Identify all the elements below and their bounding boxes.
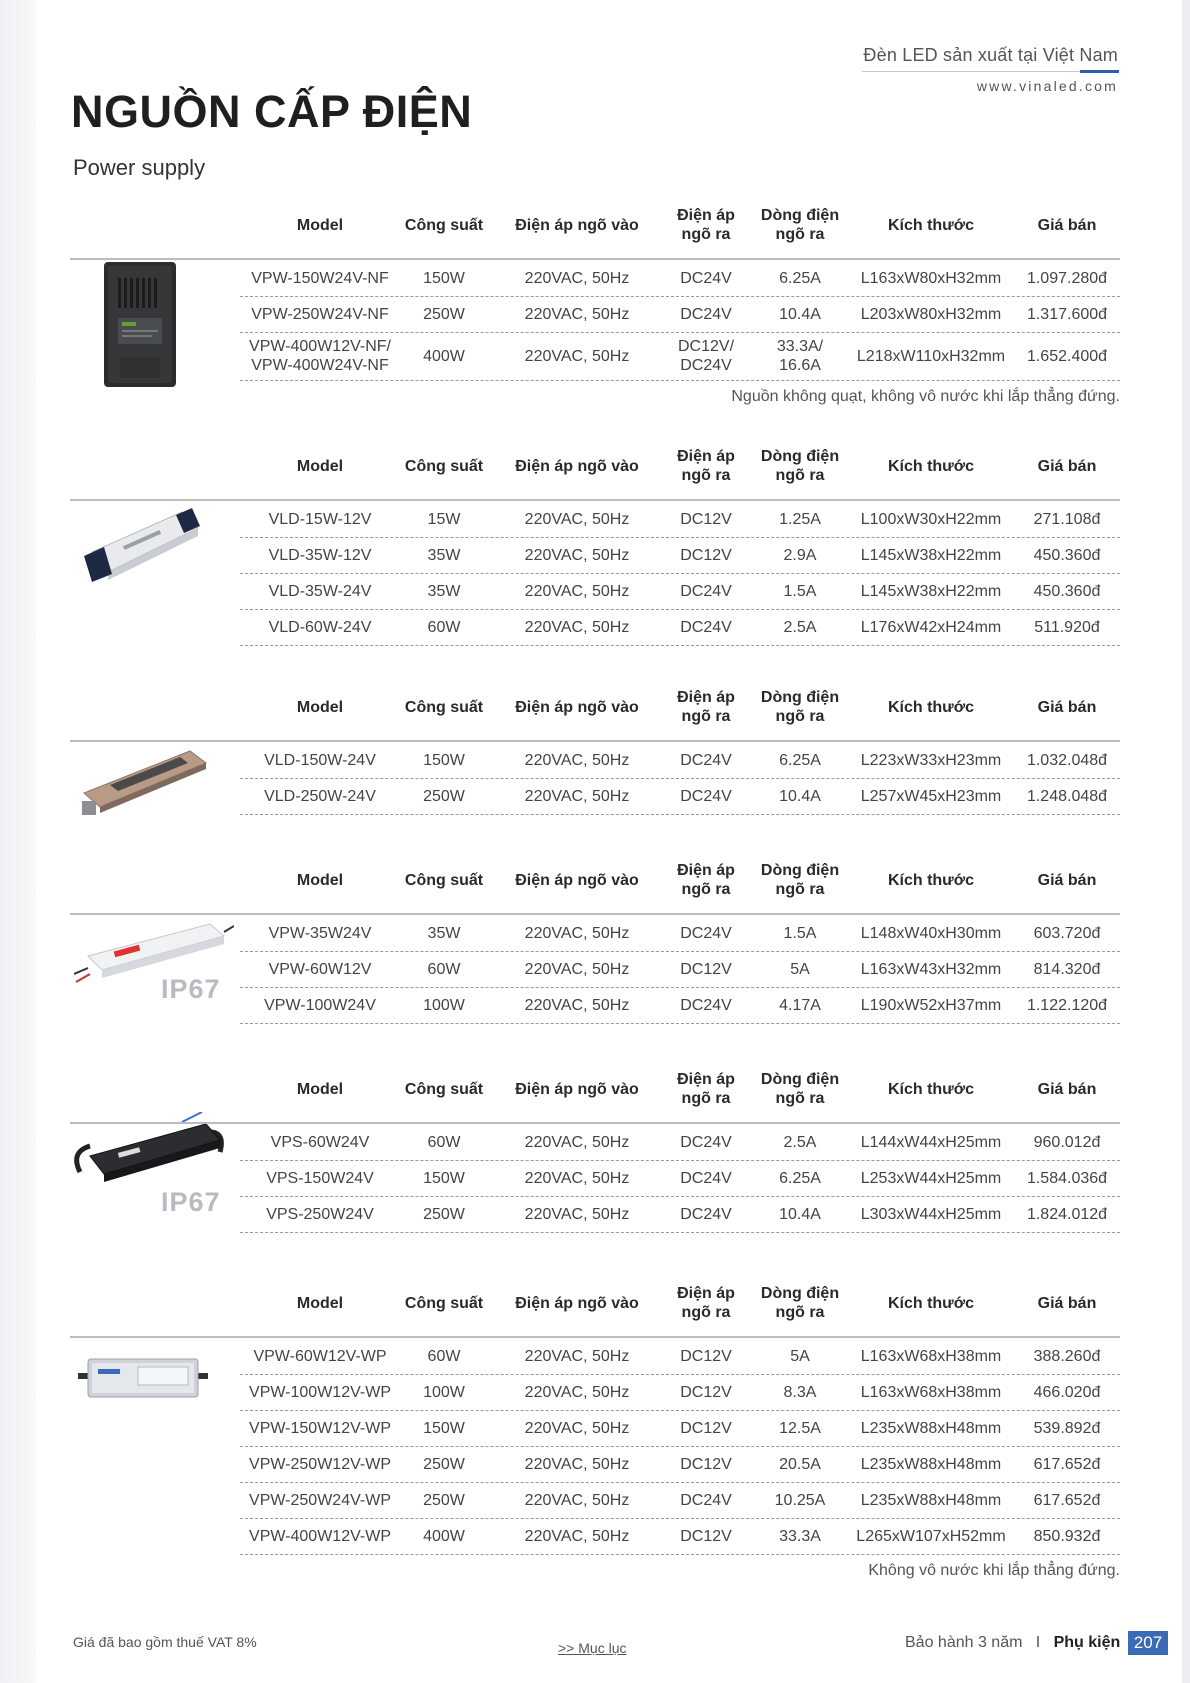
cell-power: 150W	[423, 269, 465, 287]
cell-vin: 220VAC, 50Hz	[524, 546, 630, 564]
table-row	[240, 260, 1120, 297]
cell-model: VLD-150W-24V	[264, 751, 376, 769]
cell-price: 450.360đ	[1033, 546, 1101, 564]
column-header-price: Giá bán	[1037, 871, 1097, 889]
cell-power: 400W	[423, 1527, 465, 1545]
table-row	[240, 609, 1120, 646]
cell-vin: 220VAC, 50Hz	[524, 618, 630, 636]
cell-model: VPW-100W12V-WP	[249, 1383, 391, 1401]
cell-size: L176xW42xH24mm	[860, 618, 1002, 636]
cell-model: VPW-250W24V-NF	[251, 305, 389, 323]
page-number: 207	[1128, 1631, 1168, 1655]
cell-size: L235xW88xH48mm	[860, 1419, 1002, 1437]
cell-price: 388.260đ	[1033, 1347, 1101, 1365]
cell-power: 150W	[423, 1169, 465, 1187]
cell-power: 150W	[423, 751, 465, 769]
cell-price: 1.122.120đ	[1026, 996, 1108, 1014]
page-right-edge	[1182, 0, 1190, 1683]
cell-vout: DC12V	[680, 1383, 732, 1401]
cell-vout: DC24V	[680, 1169, 732, 1187]
column-header-vin: Điện áp ngõ vào	[515, 216, 639, 234]
table-row	[240, 1160, 1120, 1197]
column-header-vout: Điện áp ngõ ra	[677, 1071, 735, 1107]
column-header-vin: Điện áp ngõ vào	[515, 457, 639, 475]
cell-current: 12.5A	[779, 1419, 821, 1437]
cell-price: 603.720đ	[1033, 924, 1101, 942]
cell-current: 6.25A	[779, 751, 821, 769]
cell-vout: DC24V	[680, 787, 732, 805]
page-left-margin	[0, 0, 36, 1683]
table-note: Không vô nước khi lắp thẳng đứng.	[868, 1562, 1120, 1579]
column-header-vout: Điện áp ngõ ra	[677, 1285, 735, 1321]
cell-size: L235xW88xH48mm	[860, 1491, 1002, 1509]
cell-model: VPW-60W12V-WP	[253, 1347, 387, 1365]
cell-power: 60W	[427, 1133, 461, 1151]
table-row	[240, 951, 1120, 988]
cell-power: 250W	[423, 1491, 465, 1509]
cell-vin: 220VAC, 50Hz	[524, 269, 630, 287]
cell-size: L190xW52xH37mm	[860, 996, 1002, 1014]
column-header-vin: Điện áp ngõ vào	[515, 1080, 639, 1098]
cell-power: 100W	[423, 1383, 465, 1401]
table-header	[70, 674, 1120, 740]
cell-vin: 220VAC, 50Hz	[524, 1527, 630, 1545]
cell-price: 511.920đ	[1034, 618, 1100, 636]
cell-current: 2.5A	[783, 1133, 817, 1151]
page-title: NGUỒN CẤP ĐIỆN	[71, 86, 473, 137]
table-row	[240, 1446, 1120, 1483]
column-header-size: Kích thước	[887, 1294, 975, 1312]
table-row	[240, 915, 1120, 952]
column-header-model: Model	[296, 871, 344, 889]
column-header-size: Kích thước	[887, 698, 975, 716]
cell-vin: 220VAC, 50Hz	[524, 787, 630, 805]
column-header-current: Dòng điện ngõ ra	[760, 862, 840, 898]
cell-price: 1.032.048đ	[1026, 751, 1108, 769]
cell-price: 617.652đ	[1033, 1455, 1101, 1473]
cell-power: 35W	[427, 582, 461, 600]
cell-vout: DC24V	[680, 1205, 732, 1223]
cell-vin: 220VAC, 50Hz	[524, 1205, 630, 1223]
cell-vout: DC24V	[680, 269, 732, 287]
cell-model: VPW-35W24V	[268, 924, 372, 942]
cell-model: VPW-400W12V-NF/ VPW-400W24V-NF	[249, 338, 391, 374]
cell-vout: DC24V	[680, 305, 732, 323]
cell-size: L144xW44xH25mm	[860, 1133, 1002, 1151]
column-header-price: Giá bán	[1037, 1294, 1097, 1312]
cell-price: 617.652đ	[1033, 1491, 1101, 1509]
header-tagline: Đèn LED sản xuất tại Việt Nam	[863, 45, 1118, 65]
cell-size: L163xW68xH38mm	[860, 1347, 1002, 1365]
cell-current: 10.4A	[779, 305, 821, 323]
table-header	[70, 1056, 1120, 1122]
table-row	[240, 1338, 1120, 1375]
column-header-model: Model	[296, 216, 344, 234]
footer-separator: I	[1035, 1634, 1041, 1651]
cell-current: 5A	[790, 960, 810, 978]
cell-current: 10.4A	[779, 787, 821, 805]
column-header-price: Giá bán	[1037, 698, 1097, 716]
cell-size: L145xW38xH22mm	[860, 582, 1002, 600]
column-header-vin: Điện áp ngõ vào	[515, 871, 639, 889]
column-header-power: Công suất	[404, 871, 484, 889]
cell-power: 60W	[427, 618, 461, 636]
cell-vin: 220VAC, 50Hz	[524, 1347, 630, 1365]
column-header-vout: Điện áp ngõ ra	[677, 207, 735, 243]
cell-model: VPW-100W24V	[264, 996, 376, 1014]
table-row	[240, 332, 1120, 381]
cell-power: 35W	[427, 924, 461, 942]
column-header-vout: Điện áp ngõ ra	[677, 448, 735, 484]
product-image-vld-small	[82, 502, 202, 587]
table-row	[240, 1124, 1120, 1161]
table-row	[240, 778, 1120, 815]
column-header-current: Dòng điện ngõ ra	[760, 689, 840, 725]
cell-power: 250W	[423, 1205, 465, 1223]
cell-vin: 220VAC, 50Hz	[524, 305, 630, 323]
table-row	[240, 742, 1120, 779]
cell-size: L218xW110xH32mm	[856, 347, 1006, 365]
cell-vout: DC12V	[680, 1347, 732, 1365]
cell-power: 150W	[423, 1419, 465, 1437]
cell-vout: DC24V	[680, 751, 732, 769]
cell-power: 250W	[423, 787, 465, 805]
cell-power: 60W	[427, 1347, 461, 1365]
cell-vout: DC24V	[680, 1133, 732, 1151]
cell-price: 1.824.012đ	[1026, 1205, 1108, 1223]
cell-price: 271.108đ	[1033, 510, 1101, 528]
column-header-power: Công suất	[404, 1080, 484, 1098]
cell-vin: 220VAC, 50Hz	[524, 996, 630, 1014]
cell-current: 10.4A	[779, 1205, 821, 1223]
cell-vout: DC12V	[680, 960, 732, 978]
column-header-vout: Điện áp ngõ ra	[677, 862, 735, 898]
table-header	[70, 433, 1120, 499]
cell-current: 5A	[790, 1347, 810, 1365]
column-header-vout: Điện áp ngõ ra	[677, 689, 735, 725]
tagline-accent	[1080, 70, 1119, 73]
cell-vin: 220VAC, 50Hz	[524, 751, 630, 769]
cell-current: 10.25A	[774, 1491, 826, 1509]
cell-size: L163xW68xH38mm	[860, 1383, 1002, 1401]
product-image-vpw-wp	[78, 1355, 208, 1401]
column-header-price: Giá bán	[1037, 1080, 1097, 1098]
column-header-size: Kích thước	[887, 871, 975, 889]
cell-size: L257xW45xH23mm	[860, 787, 1002, 805]
column-header-model: Model	[296, 1080, 344, 1098]
cell-size: L265xW107xH52mm	[856, 1527, 1006, 1545]
cell-size: L163xW43xH32mm	[860, 960, 1002, 978]
cell-model: VLD-60W-24V	[268, 618, 372, 636]
ip67-badge: IP67	[161, 974, 221, 1004]
cell-current: 1.5A	[783, 582, 817, 600]
table-row	[240, 573, 1120, 610]
cell-vout: DC24V	[680, 996, 732, 1014]
cell-price: 850.932đ	[1033, 1527, 1101, 1545]
cell-price: 1.248.048đ	[1026, 787, 1108, 805]
column-header-model: Model	[296, 698, 344, 716]
cell-vout: DC12V/ DC24V	[677, 338, 735, 374]
table-row	[240, 1196, 1120, 1233]
cell-vout: DC12V	[680, 510, 732, 528]
table-header	[70, 192, 1120, 258]
cell-current: 4.17A	[779, 996, 821, 1014]
cell-current: 2.5A	[783, 618, 817, 636]
cell-model: VPW-150W12V-WP	[249, 1419, 391, 1437]
cell-vout: DC24V	[680, 582, 732, 600]
cell-vout: DC12V	[680, 546, 732, 564]
cell-model: VLD-35W-12V	[268, 546, 372, 564]
cell-vin: 220VAC, 50Hz	[524, 924, 630, 942]
footer-section-label	[905, 1634, 1120, 1652]
column-header-current: Dòng điện ngõ ra	[760, 1071, 840, 1107]
column-header-power: Công suất	[404, 698, 484, 716]
column-header-current: Dòng điện ngõ ra	[760, 448, 840, 484]
cell-power: 35W	[427, 546, 461, 564]
table-row	[240, 1374, 1120, 1411]
cell-price: 1.652.400đ	[1026, 347, 1108, 365]
cell-model: VLD-250W-24V	[264, 787, 376, 805]
cell-price: 814.320đ	[1033, 960, 1101, 978]
cell-vin: 220VAC, 50Hz	[524, 1133, 630, 1151]
column-header-current: Dòng điện ngõ ra	[760, 1285, 840, 1321]
cell-current: 33.3A/ 16.6A	[776, 338, 824, 374]
cell-model: VPW-400W12V-WP	[249, 1527, 391, 1545]
cell-price: 1.584.036đ	[1026, 1169, 1108, 1187]
column-header-model: Model	[296, 1294, 344, 1312]
column-header-model: Model	[296, 457, 344, 475]
cell-vin: 220VAC, 50Hz	[524, 1419, 630, 1437]
cell-size: L235xW88xH48mm	[860, 1455, 1002, 1473]
cell-current: 1.5A	[783, 924, 817, 942]
table-row	[240, 1482, 1120, 1519]
cell-vin: 220VAC, 50Hz	[524, 510, 630, 528]
column-header-size: Kích thước	[887, 457, 975, 475]
vat-note: Giá đã bao gồm thuế VAT 8%	[73, 1634, 257, 1650]
table-row	[240, 296, 1120, 333]
cell-model: VPW-250W12V-WP	[249, 1455, 391, 1473]
cell-current: 2.9A	[783, 546, 817, 564]
cell-power: 15W	[427, 510, 461, 528]
cell-vin: 220VAC, 50Hz	[524, 960, 630, 978]
column-header-price: Giá bán	[1037, 216, 1097, 234]
cell-vin: 220VAC, 50Hz	[524, 1455, 630, 1473]
cell-size: L100xW30xH22mm	[860, 510, 1002, 528]
column-header-current: Dòng điện ngõ ra	[760, 207, 840, 243]
table-row	[240, 537, 1120, 574]
cell-power: 250W	[423, 1455, 465, 1473]
cell-model: VPS-150W24V	[266, 1169, 374, 1187]
column-header-power: Công suất	[404, 216, 484, 234]
cell-size: L303xW44xH25mm	[860, 1205, 1002, 1223]
cell-vout: DC12V	[680, 1527, 732, 1545]
column-header-size: Kích thước	[887, 216, 975, 234]
column-header-power: Công suất	[404, 1294, 484, 1312]
cell-model: VLD-15W-12V	[268, 510, 372, 528]
cell-current: 33.3A	[779, 1527, 821, 1545]
product-image-fanless-psu	[100, 258, 180, 391]
cell-current: 20.5A	[779, 1455, 821, 1473]
cell-vout: DC12V	[680, 1419, 732, 1437]
toc-link[interactable]: >> Mục lục	[558, 1640, 627, 1656]
header-website: www.vinaled.com	[976, 78, 1118, 94]
cell-price: 1.317.600đ	[1026, 305, 1108, 323]
cell-price: 466.020đ	[1033, 1383, 1101, 1401]
category-label: Phụ kiện	[1053, 1634, 1121, 1651]
column-header-size: Kích thước	[887, 1080, 975, 1098]
table-row	[240, 1518, 1120, 1555]
cell-model: VPS-250W24V	[266, 1205, 374, 1223]
table-note: Nguồn không quạt, không vô nước khi lắp thẳng đứng.	[731, 388, 1120, 405]
cell-model: VPW-150W24V-NF	[251, 269, 389, 287]
column-header-power: Công suất	[404, 457, 484, 475]
column-header-vin: Điện áp ngõ vào	[515, 698, 639, 716]
cell-power: 60W	[427, 960, 461, 978]
cell-model: VLD-35W-24V	[268, 582, 372, 600]
cell-vin: 220VAC, 50Hz	[524, 347, 630, 365]
cell-model: VPW-60W12V	[268, 960, 372, 978]
table-header	[70, 1270, 1120, 1336]
cell-vout: DC24V	[680, 1491, 732, 1509]
cell-price: 539.892đ	[1033, 1419, 1101, 1437]
cell-size: L223xW33xH23mm	[860, 751, 1002, 769]
cell-current: 1.25A	[779, 510, 821, 528]
cell-size: L163xW80xH32mm	[860, 269, 1002, 287]
page-subtitle: Power supply	[73, 155, 206, 180]
column-header-price: Giá bán	[1037, 457, 1097, 475]
cell-size: L148xW40xH30mm	[860, 924, 1002, 942]
cell-vin: 220VAC, 50Hz	[524, 1383, 630, 1401]
cell-size: L253xW44xH25mm	[860, 1169, 1002, 1187]
cell-power: 400W	[423, 347, 465, 365]
table-row	[240, 987, 1120, 1024]
cell-current: 6.25A	[779, 269, 821, 287]
warranty-text: Bảo hành 3 năm	[905, 1634, 1023, 1651]
cell-model: VPS-60W24V	[270, 1133, 370, 1151]
cell-size: L145xW38xH22mm	[860, 546, 1002, 564]
product-image-vld-slim	[80, 745, 210, 825]
ip67-badge: IP67	[161, 1187, 221, 1217]
cell-vin: 220VAC, 50Hz	[524, 582, 630, 600]
cell-vout: DC12V	[680, 1455, 732, 1473]
cell-price: 960.012đ	[1033, 1133, 1101, 1151]
cell-current: 6.25A	[779, 1169, 821, 1187]
cell-current: 8.3A	[783, 1383, 817, 1401]
cell-power: 100W	[423, 996, 465, 1014]
column-header-vin: Điện áp ngõ vào	[515, 1294, 639, 1312]
cell-price: 1.097.280đ	[1026, 269, 1108, 287]
cell-vin: 220VAC, 50Hz	[524, 1169, 630, 1187]
cell-size: L203xW80xH32mm	[860, 305, 1002, 323]
cell-power: 250W	[423, 305, 465, 323]
table-header	[70, 847, 1120, 913]
table-row	[240, 1410, 1120, 1447]
cell-price: 450.360đ	[1033, 582, 1101, 600]
cell-vout: DC24V	[680, 618, 732, 636]
cell-model: VPW-250W24V-WP	[249, 1491, 391, 1509]
cell-vin: 220VAC, 50Hz	[524, 1491, 630, 1509]
cell-vout: DC24V	[680, 924, 732, 942]
table-row	[240, 501, 1120, 538]
